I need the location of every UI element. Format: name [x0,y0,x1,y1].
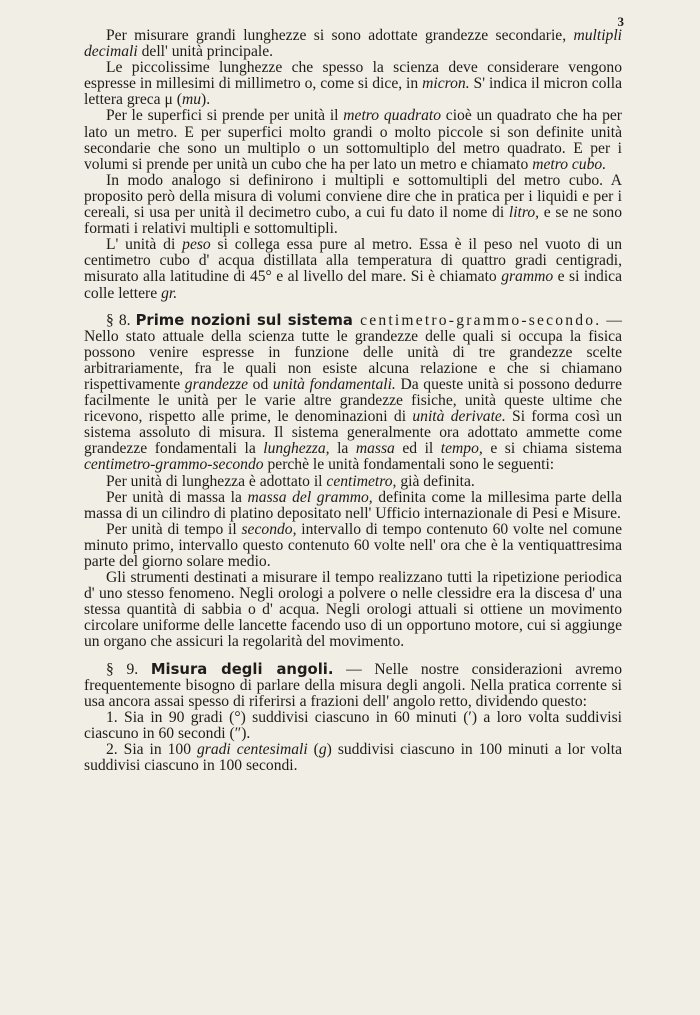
text-segment: 1. Sia in 90 gradi (°) suddivisi ciascuno in 60 minuti (′) a loro volta suddivisi ciascuno in 60 secondi (″). [84,708,622,742]
italic-term: gradi centesimali [196,741,308,759]
italic-term: massa del grammo, [247,488,373,506]
italic-term: centimetro, [326,472,397,490]
text-segment: Si forma così un sistema assoluto di misura. Il sistema generalmente ora adottato ammette come grandezze fondamentali la [84,408,622,458]
paragraph [84,108,622,172]
italic-term: unità derivate. [412,408,506,426]
text-segment: già definita. [396,472,475,490]
text-segment: § 8. [106,311,136,329]
paragraph [84,237,622,301]
text-segment: definita come la millesima parte della massa di un cilindro di platino depositato nell' Ufficio internazionale di Pesi e Misure. [84,488,622,522]
text-segment: L' unità di [106,236,183,254]
italic-term: mu [181,91,202,109]
italic-term: centimetro-grammo-secondo [84,456,264,474]
section-paragraph [84,662,622,710]
text-segment: Per le superfici si prende per unità il [106,107,344,125]
page-number: 3 [617,14,624,29]
text-segment: — Nello stato attuale della scienza tutte le grandezze delle quali si occupa la fisica possono venire espresse in funzione delle unità di tre grandezze scelte arbitrariamente, fra le quali non esiste alcuna relazione e che si chiamano rispettivamente [84,311,622,393]
text-segment: Per unità di massa la [106,488,248,506]
text-segment: si collega essa pure al metro. Essa è il peso nel vuoto di un centimetro cubo d' acqua distillata alla temperatura di quattro gradi centigradi, misurato alla latitudine di 45° e al livello del mare. Si è chiamato [84,236,623,286]
italic-term: secondo, [241,520,297,538]
section-paragraph [84,313,622,474]
paragraph [84,742,622,774]
text-segment: 2. Sia in 100 [106,741,197,759]
italic-term: g [318,741,327,759]
paragraph [84,474,622,490]
text-segment: Le piccolissime lunghezze che spesso la scienza deve considerare vengono espresse in millesimi di millimetro o, come si dice, in [84,59,622,93]
text-segment: cioè un quadrato che ha per lato un metro. E per superfici molto grandi o molto piccole si son definite unità secondarie che sono un multiplo o un sottomultiplo del metro quadrato. E per i volumi si prende per unità un cubo che ha per lato un metro e chiamato [84,107,622,173]
text-segment: Da queste unità si possono dedurre facilmente le unità per le varie altre grandezze fisiche, unità queste ultime che ricevono, rispetto alle prime, le denominazioni di [84,375,623,426]
paragraph [84,522,622,570]
paragraph [84,490,622,522]
text-segment: perchè le unità fondamentali sono le seguenti: [263,456,555,474]
italic-term: metro quadrato [343,107,442,125]
italic-term: gr. [161,284,178,302]
paragraph [84,60,622,108]
paragraph [84,28,622,60]
text-segment: e se ne sono formati i relativi multipli e sottomultipli. [84,204,622,238]
text-segment: Per unità di tempo il [106,520,242,538]
italic-term: massa [355,440,395,458]
italic-term: metro cubo. [532,155,607,173]
text-segment: Gli strumenti destinati a misurare il tempo realizzano tutti la ripetizione periodica d' uno stesso fenomeno. Negli orologi a polvere o nelle clessidre era la discesa d' una stessa quantità di sabbia o d' acqua. Negli orologi attuali si ottiene un movimento circolare uniforme delle lancette facendo uso di un opportuno motore, cui si aggiunge un organo che assicuri la regolarità del movimento. [84,569,622,651]
italic-term: peso [182,236,211,254]
section-heading: Prime nozioni sul sistema [135,311,353,329]
italic-term: grandezze [184,375,249,393]
text-segment: e si chiama sistema [482,440,622,458]
text-segment: dell' unità principale. [137,43,274,61]
text-segment: e si indica colle lettere [84,268,622,302]
paragraph [84,710,622,742]
spaced-term: centimetro-grammo-secondo. [352,311,602,329]
italic-term: multipli decimali [84,27,622,61]
text-segment: — Nelle nostre considerazioni avremo frequentemente bisogno di parlare della misura degli angoli. Nella pratica corrente si usa ancora assai spesso di riferirsi a frazioni dell' angolo retto, dividendo questo: [84,660,622,710]
text-segment: Per misurare grandi lunghezze si sono adottate grandezze secondarie, [106,27,574,44]
text-segment: la [329,440,356,458]
text-segment: od [248,375,273,393]
text-segment: ) suddivisi ciascuno in 100 minuti a lor volta suddivisi ciascuno in 100 secondi. [84,741,623,775]
page-body-text [84,28,622,774]
section-heading: Misura degli angoli. [150,660,334,678]
paragraph [84,570,622,650]
text-segment: S' indica il micron colla lettera greca μ ( [84,75,622,109]
text-segment: § 9. [106,660,151,678]
text-segment: ). [201,91,211,109]
text-segment: In modo analogo si definirono i multipli e sottomultipli del metro cubo. A proposito però della misura di volumi conviene dire che in pratica per i liquidi e per i cereali, si usa per unità il decimetro cubo, a cui fu dato il nome di [84,171,622,222]
italic-term: grammo [501,268,554,286]
italic-term: lunghezza, [263,440,330,458]
italic-term: micron. [422,75,470,93]
text-segment: Per unità di lunghezza è adottato il [106,472,327,490]
italic-term: litro, [508,204,540,222]
italic-term: tempo, [440,440,483,458]
italic-term: unità fondamentali. [272,375,396,393]
text-segment: intervallo di tempo contenuto 60 volte nel comune minuto primo, intervallo questo contenuto 60 volte nell' ora che è la ventiquattresima parte del giorno solare medio. [84,520,623,570]
text-segment: ed il [394,440,441,458]
paragraph [84,173,622,237]
text-segment: ( [307,741,319,759]
